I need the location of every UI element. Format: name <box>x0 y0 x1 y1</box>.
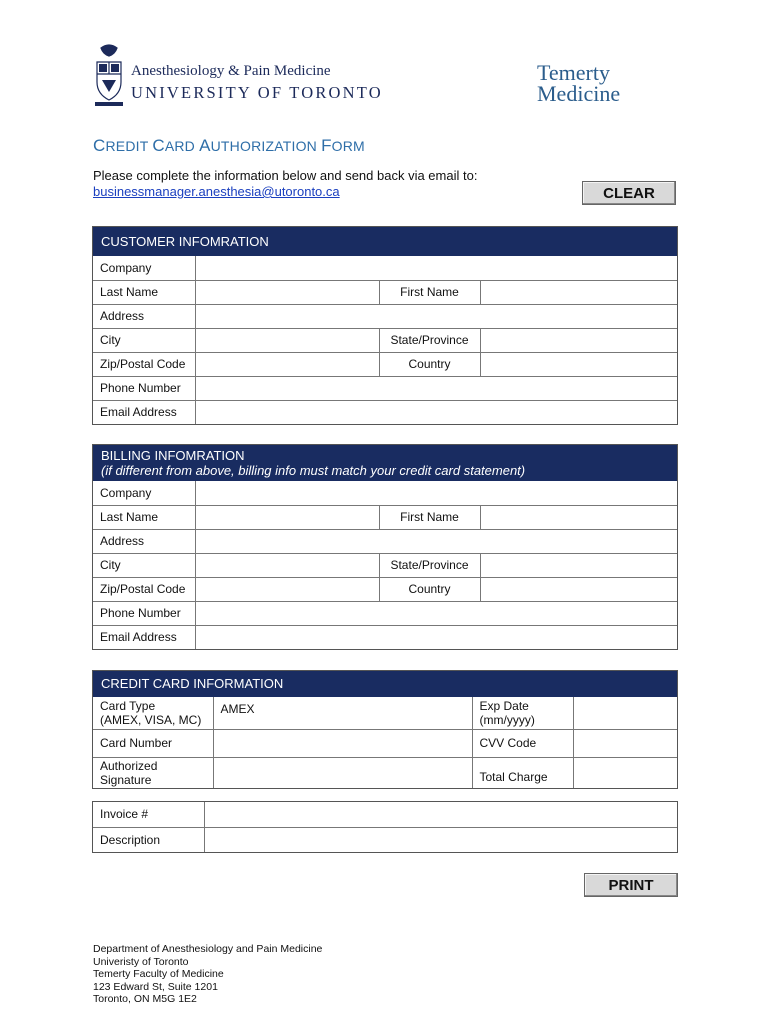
total-charge-label: Total Charge <box>472 757 573 788</box>
table-row <box>93 529 677 553</box>
form-title <box>93 136 365 156</box>
card-type-label-line1: Card Type <box>100 698 156 713</box>
signature-label-line1: Authorized <box>100 758 158 773</box>
zip-label: Zip/Postal Code <box>93 352 195 376</box>
invoice-table <box>93 802 677 852</box>
card-number-label: Card Number <box>93 729 213 757</box>
customer-table <box>93 256 677 424</box>
billing-country-field[interactable] <box>480 577 677 601</box>
table-row <box>93 481 677 505</box>
billing-address-field[interactable] <box>195 529 677 553</box>
email-field[interactable] <box>195 400 677 424</box>
card-number-field[interactable] <box>213 729 472 757</box>
table-row <box>93 400 677 424</box>
phone-label: Phone Number <box>93 376 195 400</box>
company-field[interactable] <box>195 256 677 280</box>
billing-state-field[interactable] <box>480 553 677 577</box>
billing-company-field[interactable] <box>195 481 677 505</box>
country-label: Country <box>379 577 480 601</box>
table-row <box>93 802 677 827</box>
table-row <box>93 376 677 400</box>
credit-card-section <box>92 670 678 789</box>
footer-line: 123 Edward St, Suite 1201 <box>93 980 218 993</box>
address-label: Address <box>93 529 195 553</box>
cvv-field[interactable] <box>573 729 677 757</box>
table-row <box>93 757 677 788</box>
signature-field[interactable] <box>213 757 472 788</box>
city-field[interactable] <box>195 328 379 352</box>
title-part: A <box>199 136 211 155</box>
email-label: Email Address <box>93 625 195 649</box>
table-row <box>93 328 677 352</box>
clear-button[interactable]: CLEAR <box>582 181 676 205</box>
title-part: UTHORIZATION <box>210 138 322 154</box>
last-name-label: Last Name <box>93 505 195 529</box>
footer-address <box>93 943 322 1006</box>
footer-line: Univeristy of Toronto <box>93 955 189 968</box>
title-part: F <box>321 136 332 155</box>
table-row <box>93 697 677 729</box>
zip-label: Zip/Postal Code <box>93 577 195 601</box>
title-part: C <box>152 136 165 155</box>
uoft-crest-logo <box>93 44 125 108</box>
table-row <box>93 625 677 649</box>
total-charge-field[interactable] <box>573 757 677 788</box>
city-label: City <box>93 328 195 352</box>
temerty-logo-line2: Medicine <box>537 81 621 106</box>
company-label: Company <box>93 256 195 280</box>
exp-date-label-line2: (mm/yyyy) <box>479 712 535 727</box>
address-field[interactable] <box>195 304 677 328</box>
cvv-label: CVV Code <box>472 729 573 757</box>
billing-city-field[interactable] <box>195 553 379 577</box>
billing-phone-field[interactable] <box>195 601 677 625</box>
table-row <box>93 577 677 601</box>
country-label: Country <box>379 352 480 376</box>
state-field[interactable] <box>480 328 677 352</box>
instructions-text: Please complete the information below and send back via email to: <box>93 168 478 183</box>
billing-email-field[interactable] <box>195 625 677 649</box>
country-field[interactable] <box>480 352 677 376</box>
table-row <box>93 304 677 328</box>
card-type-label <box>93 697 213 729</box>
signature-label-line2: Signature <box>100 772 152 787</box>
billing-subheading: (if different from above, billing info must match your credit card statement) <box>101 463 526 478</box>
billing-first-name-field[interactable] <box>480 505 677 529</box>
address-label: Address <box>93 304 195 328</box>
billing-information-section <box>92 444 678 650</box>
state-label: State/Province <box>379 328 480 352</box>
footer-line: Toronto, ON M5G 1E2 <box>93 993 197 1006</box>
phone-label: Phone Number <box>93 601 195 625</box>
university-name: UNIVERSITY OF TORONTO <box>131 83 383 102</box>
billing-zip-field[interactable] <box>195 577 379 601</box>
last-name-label: Last Name <box>93 280 195 304</box>
table-row <box>93 729 677 757</box>
department-name: Anesthesiology & Pain Medicine <box>131 63 331 79</box>
customer-section-heading: CUSTOMER INFOMRATION <box>93 227 677 256</box>
card-table <box>93 697 677 788</box>
exp-date-label <box>472 697 573 729</box>
table-row <box>93 601 677 625</box>
email-link[interactable]: businessmanager.anesthesia@utoronto.ca <box>93 184 340 199</box>
last-name-field[interactable] <box>195 280 379 304</box>
table-row <box>93 352 677 376</box>
exp-date-label-line1: Exp Date <box>479 698 529 713</box>
exp-date-field[interactable] <box>573 697 677 729</box>
card-section-heading: CREDIT CARD INFORMATION <box>93 671 677 697</box>
print-button[interactable]: PRINT <box>584 873 678 897</box>
table-row <box>93 505 677 529</box>
first-name-field[interactable] <box>480 280 677 304</box>
table-row <box>93 553 677 577</box>
table-row <box>93 827 677 852</box>
billing-table <box>93 481 677 649</box>
billing-section-heading <box>93 445 677 481</box>
title-part: REDIT <box>105 138 153 154</box>
city-label: City <box>93 553 195 577</box>
billing-heading-text: BILLING INFOMRATION <box>101 448 245 463</box>
table-row <box>93 280 677 304</box>
card-type-field[interactable]: AMEX <box>213 697 472 729</box>
billing-last-name-field[interactable] <box>195 505 379 529</box>
signature-label <box>93 757 213 788</box>
description-field[interactable] <box>204 827 677 852</box>
customer-information-section <box>92 226 678 425</box>
email-label: Email Address <box>93 400 195 424</box>
invoice-section <box>92 801 678 853</box>
description-label: Description <box>93 827 204 852</box>
state-label: State/Province <box>379 553 480 577</box>
temerty-logo-line1: Temerty <box>537 60 610 85</box>
title-part: ARD <box>164 138 200 154</box>
invoice-number-field[interactable] <box>204 802 677 827</box>
first-name-label: First Name <box>379 280 480 304</box>
title-part: ORM <box>331 138 365 154</box>
invoice-number-label: Invoice # <box>93 802 204 827</box>
first-name-label: First Name <box>379 505 480 529</box>
company-label: Company <box>93 481 195 505</box>
table-row <box>93 256 677 280</box>
footer-line: Temerty Faculty of Medicine <box>93 968 224 981</box>
zip-field[interactable] <box>195 352 379 376</box>
footer-line: Department of Anesthesiology and Pain Medicine <box>93 943 323 955</box>
phone-field[interactable] <box>195 376 677 400</box>
title-part: C <box>93 136 106 155</box>
card-type-label-line2: (AMEX, VISA, MC) <box>100 712 202 727</box>
temerty-medicine-logo <box>537 62 620 104</box>
